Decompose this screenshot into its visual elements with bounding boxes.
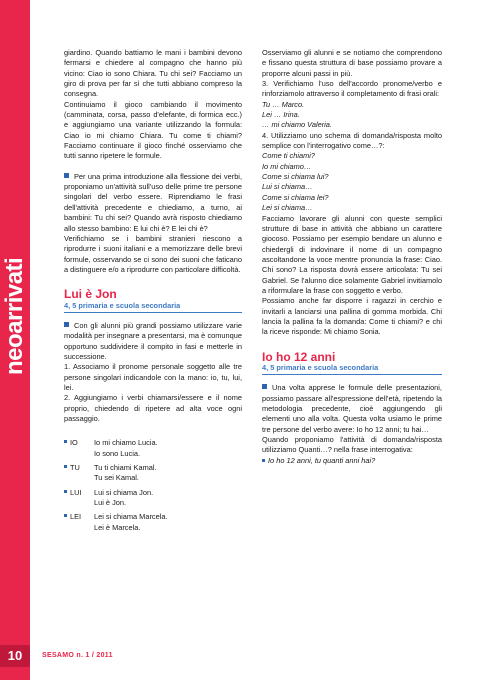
- bullet-icon: [64, 490, 67, 493]
- paragraph: 4. Utilizziamo uno schema di domanda/risposta molto semplice con l'interrogativo come…?:: [262, 130, 442, 151]
- paragraph: Verifichiamo se i bambini stranieri riescono a riprodurre i suoni italiani e a memorizzare delle brevi formule, osservando se ci sono dei suoni che faticano a distinguere e/o a riprodurre con particolare difficoltà.: [64, 233, 242, 274]
- bullet-icon: [262, 459, 265, 462]
- paragraph: Continuiamo il gioco cambiando il movimento (camminata, corsa, passo d'elefante, di formica ecc.) e aggiungiamo una variante utilizzando la formula: Ciao io mi chiamo Chiara. Tu come ti chiami? Facciamo continuare il gioco finché osserviamo che tutti sanno ripetere le formule.: [64, 99, 242, 161]
- paragraph: Possiamo anche far disporre i ragazzi in cerchio e invitarli a lanciarsi una pallina di gomma morbida. Chi lancia la pallina fa la domanda: Come ti chiami? e chi la riceve risponde: Mi chiamo Sonia.: [262, 296, 442, 337]
- list-line: Tu sei Kamal.: [94, 473, 139, 483]
- list-line: Lei si chiama Marcela.: [94, 512, 168, 522]
- square-bullet-icon: [64, 173, 69, 178]
- pronoun-list: [64, 438, 242, 533]
- dialogue-line: Io mi chiamo…: [262, 161, 312, 171]
- paragraph: Con gli alunni più grandi possiamo utilizzare varie modalità per insegnare a presentarsi, ma è comunque opportuno suddividere il compito in fasi e metterle in successione.: [64, 320, 242, 361]
- paragraph: 2. Aggiungiamo i verbi chiamarsi/essere e il nome proprio, chiedendo di ripetere ad alta voce ogni passaggio.: [64, 393, 242, 423]
- bullet-icon: [64, 465, 67, 468]
- example-line: Lei … Irina.: [262, 110, 300, 120]
- paragraph: Quando proponiamo l'attività di domanda/risposta utilizziamo Quanti…? nella frase interrogativa:: [262, 435, 442, 455]
- pronoun-label: IO: [70, 438, 78, 448]
- example-line: … mi chiamo Valeria.: [262, 120, 332, 130]
- dialogue-line: Come si chiama lui?: [262, 172, 329, 182]
- paragraph: Osserviamo gli alunni e se notiamo che comprendono e fissano questa struttura di base possiamo provare a proporre alcuni passi in più.: [262, 48, 442, 78]
- pronoun-label: LEI: [70, 512, 82, 522]
- page-number: 10: [0, 645, 30, 667]
- section-title: neoarrivati: [1, 257, 28, 375]
- section-heading: Io ho 12 anni: [262, 349, 336, 364]
- example-line: Tu … Marco.: [262, 99, 305, 109]
- section-subheading: 4, 5 primaria e scuola secondaria: [64, 301, 242, 313]
- list-line: Lui è Jon.: [94, 498, 127, 508]
- paragraph: Io ho 12 anni, tu quanti anni hai?: [262, 456, 442, 466]
- pronoun-label: LUI: [70, 487, 82, 497]
- dialogue-line: Come si chiama lei?: [262, 192, 329, 202]
- list-item: [64, 488, 242, 509]
- section-sidebar: [0, 0, 30, 680]
- section-subheading: 4, 5 primaria e scuola secondaria: [262, 363, 442, 375]
- dialogue-line: Lei si chiama…: [262, 203, 313, 213]
- column-left: [64, 48, 242, 537]
- list-item: [64, 512, 242, 533]
- footer-issue: SESAMO n. 1 / 2011: [42, 652, 113, 659]
- bullet-icon: [64, 514, 67, 517]
- list-line: Io mi chiamo Lucia.: [94, 438, 158, 448]
- list-item: [64, 463, 242, 484]
- dialogue-line: Lui si chiama…: [262, 182, 313, 192]
- square-bullet-icon: [262, 384, 267, 389]
- list-line: Io sono Lucia.: [94, 448, 141, 458]
- paragraph: 3. Verifichiamo l'uso dell'accordo pronome/verbo e rinforziamolo attraverso il completamento di frasi orali:: [262, 79, 442, 99]
- paragraph: Facciamo lavorare gli alunni con queste semplici strutture di base in attività che abbiano un carattere giocoso. Possiamo per esempio bendare un alunno e chiedergli di indovinare il nome di un compagno ascoltandone la voce mentre pronuncia la frase: Ciao. Chi sono? La risposta dovrà essere articolata: Tu sei Gabriel. Se l'alunno dice solamente Gabriel invitiamolo a riformulare la frase con soggetto e verbo.: [262, 213, 442, 295]
- pronoun-label: TU: [70, 463, 80, 473]
- dialogue-line: Come ti chiami?: [262, 151, 315, 161]
- list-item: [64, 438, 242, 459]
- square-bullet-icon: [64, 322, 69, 327]
- paragraph: Una volta apprese le formule delle presentazioni, possiamo passare all'espressione dell'età, ripetendo la metodologia precedente, cioè aggiungendo gli elementi uno alla volta. Questa volta usiamo le prime tre persone del verbo avere: Io ho 12 anni; tu hai…: [262, 383, 442, 434]
- paragraph: giardino. Quando battiamo le mani i bambini devono fermarsi e chiedere al compagno che hanno più vicino: Ciao io sono Chiara. Tu chi sei? Facciamo un giro di prova per far sì che tutti abbiano compreso la consegna.: [64, 48, 242, 99]
- section-heading: Lui è Jon: [64, 287, 117, 302]
- column-right: [262, 48, 442, 466]
- bullet-icon: [64, 440, 67, 443]
- list-line: Tu ti chiami Kamal.: [94, 463, 157, 473]
- list-line: Lui si chiama Jon.: [94, 487, 154, 497]
- list-line: Lei è Marcela.: [94, 522, 141, 532]
- paragraph: Per una prima introduzione alla flessione dei verbi, proponiamo un'attività sull'uso delle prime tre persone singolari del verbo essere. Riprendiamo le frasi dell'attività precedente e chiediamo, a turno, ai bambini: Tu chi sei? Quando avrà risposto chiediamo allo stesso bambino: E lui chi è? E lei chi è?: [64, 171, 242, 233]
- paragraph: 1. Associamo il pronome personale soggetto alle tre persone singolari indicandole con la mano: io, tu, lui, lei.: [64, 362, 242, 392]
